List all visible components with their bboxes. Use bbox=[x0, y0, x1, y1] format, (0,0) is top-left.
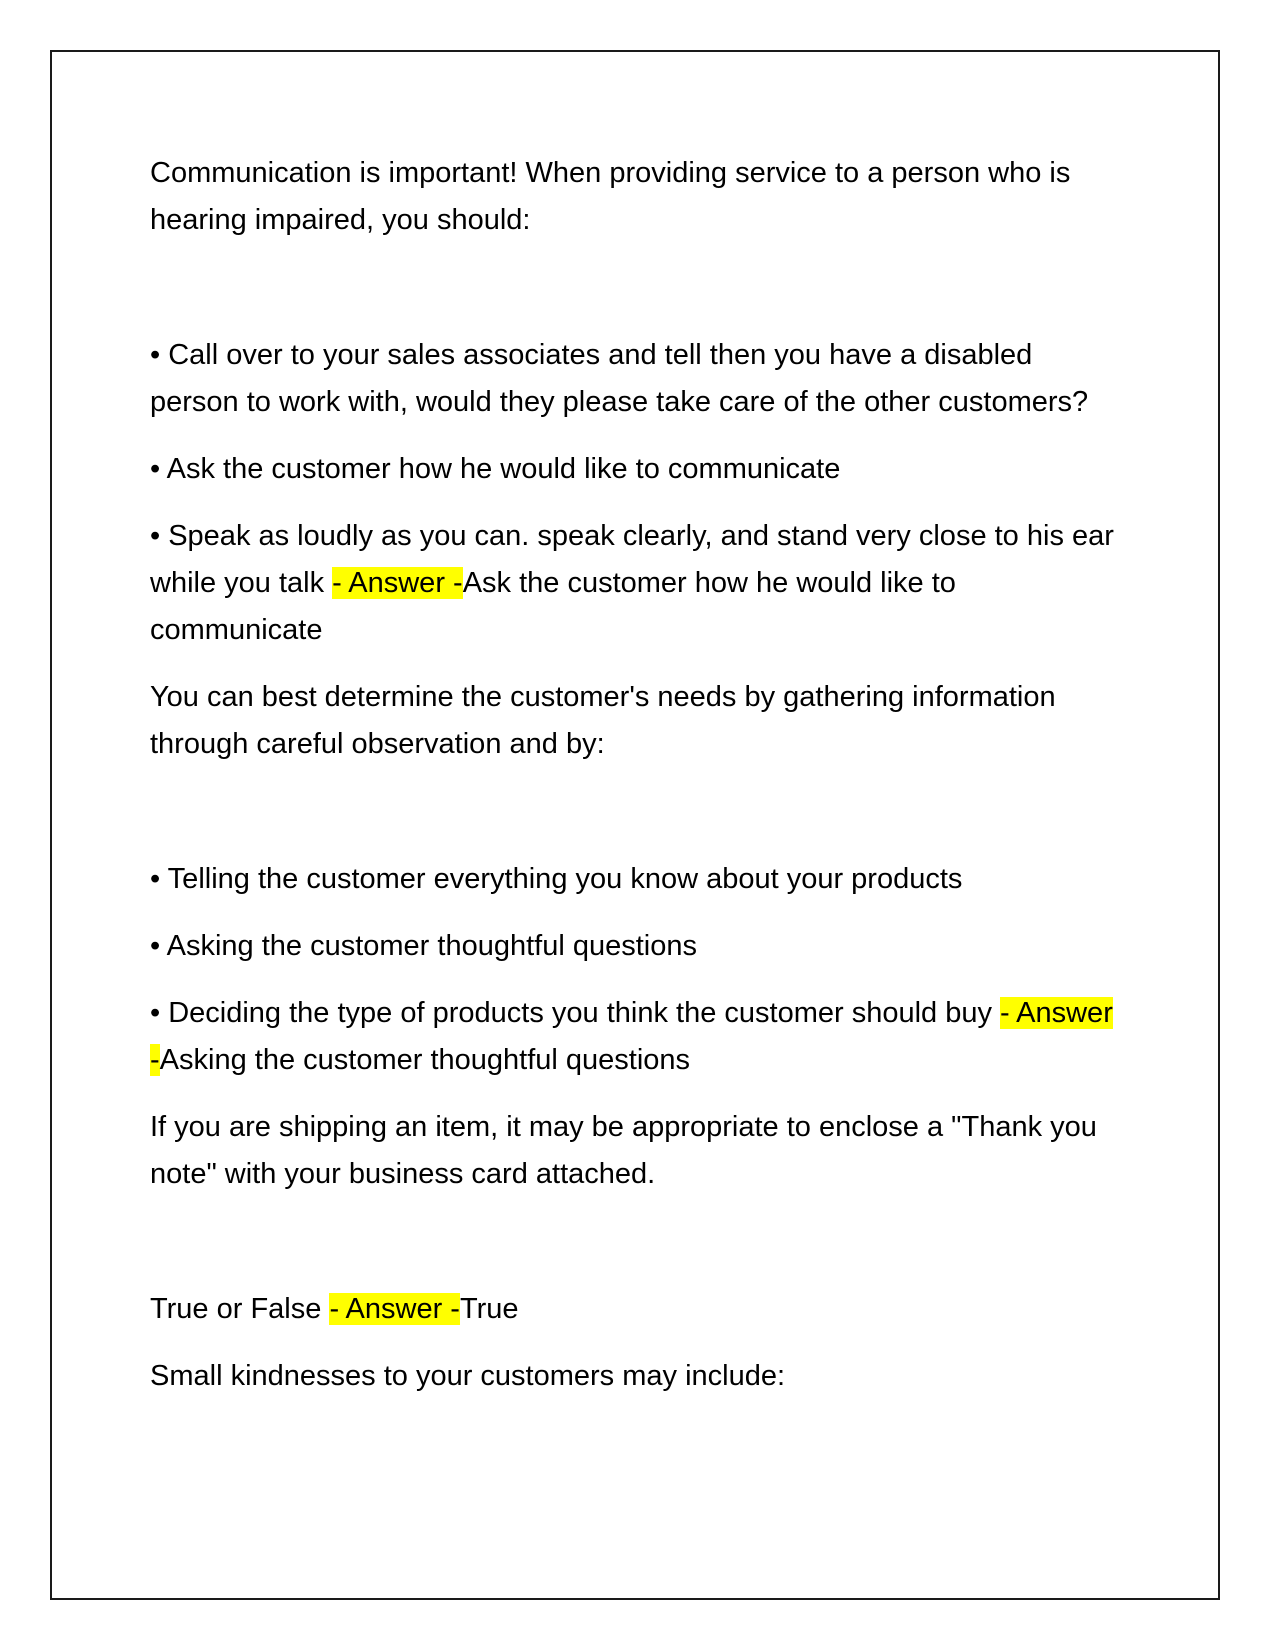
question-2-prompt: You can best determine the customer's needs by gathering information through careful observation and by: bbox=[150, 681, 1056, 760]
question-4-prompt: Small kindnesses to your customers may include: bbox=[150, 1360, 786, 1392]
question-1-prompt: Communication is important! When providing service to a person who is hearing impaired, you should: bbox=[150, 157, 1071, 236]
question-3-line bbox=[150, 1286, 1120, 1333]
question-2-option-3-with-answer bbox=[150, 990, 1120, 1084]
answer-marker: - Answer - bbox=[150, 997, 1113, 1076]
question-1-answer: Ask the customer how he would like to communicate bbox=[150, 567, 956, 646]
question-2-option-1: • Telling the customer everything you know about your products bbox=[150, 863, 963, 895]
answer-marker: - Answer - bbox=[332, 567, 463, 599]
question-3-label: True or False bbox=[150, 1293, 330, 1325]
document-body bbox=[150, 150, 1120, 1420]
question-1-option-3: • Speak as loudly as you can. speak clearly, and stand very close to his ear while you talk bbox=[150, 520, 1114, 599]
question-1-option-3-with-answer bbox=[150, 513, 1120, 654]
question-1-option-1: • Call over to your sales associates and tell then you have a disabled person to work with, would they please take care of the other customers? bbox=[150, 339, 1089, 418]
question-1-option-2: • Ask the customer how he would like to communicate bbox=[150, 453, 841, 485]
question-2-option-2: • Asking the customer thoughtful questions bbox=[150, 930, 697, 962]
question-2-option-3: • Deciding the type of products you think the customer should buy bbox=[150, 997, 1001, 1029]
question-2-answer: Asking the customer thoughtful questions bbox=[159, 1044, 691, 1076]
question-3-prompt: If you are shipping an item, it may be appropriate to enclose a "Thank you note" with your business card attached. bbox=[150, 1111, 1097, 1190]
answer-marker: - Answer - bbox=[329, 1293, 460, 1325]
question-3-answer: True bbox=[459, 1293, 519, 1325]
